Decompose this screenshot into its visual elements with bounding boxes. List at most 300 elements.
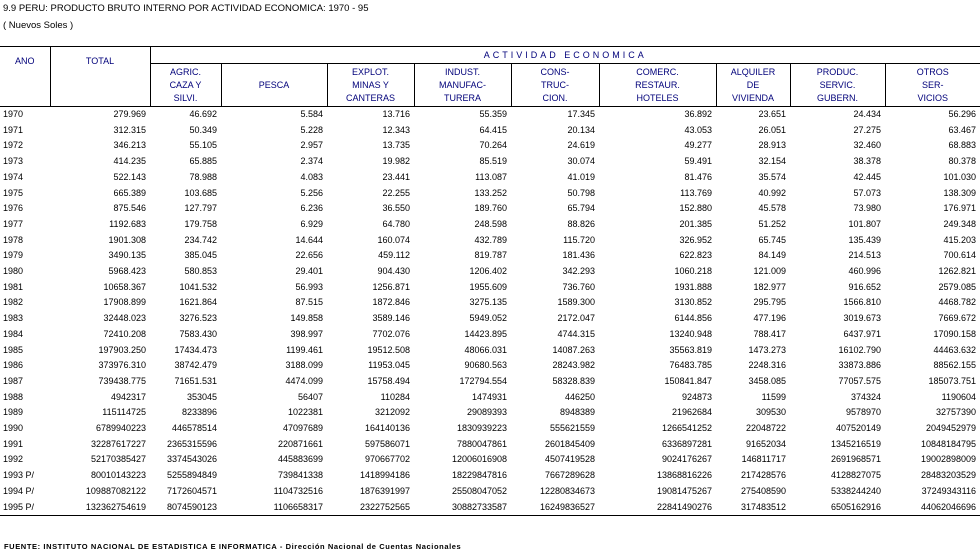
value-cell: 12006016908 — [451, 454, 507, 465]
value-cell: 275408590 — [740, 485, 786, 496]
table-row — [0, 107, 980, 123]
year-cell: 1991 — [3, 438, 24, 449]
value-cell: 1256.871 — [372, 281, 410, 292]
value-cell: 176.971 — [943, 203, 976, 214]
value-cell: 4468.782 — [938, 297, 976, 308]
value-cell: 101.030 — [943, 171, 976, 182]
value-cell: 1060.218 — [674, 266, 712, 277]
table-body — [0, 107, 980, 516]
header-line: CONS- — [540, 66, 570, 77]
value-cell: 85.519 — [479, 156, 507, 167]
value-cell: 1474931 — [471, 391, 507, 402]
value-cell: 38.378 — [853, 156, 881, 167]
value-cell: 80.378 — [948, 156, 976, 167]
header-line: TURERA — [443, 92, 481, 103]
value-cell: 220871661 — [277, 438, 323, 449]
value-cell: 22048722 — [745, 423, 786, 434]
header-line: VICIOS — [917, 92, 948, 103]
value-cell: 295.795 — [753, 297, 786, 308]
year-cell: 1988 — [3, 391, 24, 402]
value-cell: 81.476 — [684, 171, 712, 182]
table-row — [0, 452, 980, 468]
table-row — [0, 280, 980, 296]
value-cell: 875.546 — [113, 203, 146, 214]
value-cell: 43.053 — [684, 124, 712, 135]
value-cell: 149.858 — [290, 313, 323, 324]
year-cell: 1982 — [3, 297, 24, 308]
value-cell: 35.574 — [758, 171, 786, 182]
value-cell: 10848184795 — [920, 438, 976, 449]
header-total: TOTAL — [50, 47, 150, 107]
value-cell: 29.401 — [295, 266, 323, 277]
table-row — [0, 248, 980, 264]
value-cell: 1931.888 — [674, 281, 712, 292]
value-cell: 87.515 — [295, 297, 323, 308]
table-row — [0, 327, 980, 343]
header-line: SER- — [921, 79, 944, 90]
value-cell: 374324 — [850, 391, 881, 402]
value-cell: 68.883 — [948, 140, 976, 151]
value-cell: 45.578 — [758, 203, 786, 214]
value-cell: 150841.847 — [664, 375, 712, 386]
value-cell: 46.692 — [189, 109, 217, 119]
value-cell: 11599 — [761, 391, 786, 402]
value-cell: 182.977 — [753, 281, 786, 292]
value-cell: 373976.310 — [98, 360, 146, 371]
year-cell: 1995 P/ — [0, 500, 50, 516]
value-cell: 23.441 — [382, 171, 410, 182]
value-cell: 32757390 — [935, 407, 976, 418]
value-cell: 312.315 — [113, 124, 146, 135]
table-row — [0, 295, 980, 311]
value-cell: 1566.810 — [843, 297, 881, 308]
value-cell: 279.969 — [113, 109, 146, 119]
value-cell: 77057.575 — [838, 375, 881, 386]
header-line: AGRIC. — [169, 66, 201, 77]
value-cell: 1830939223 — [456, 423, 507, 434]
value-cell: 7667289628 — [544, 470, 595, 481]
value-cell: 432.789 — [474, 234, 507, 245]
value-cell: 91652034 — [745, 438, 786, 449]
header-line: MANUFAC- — [439, 79, 486, 90]
value-cell: 13868816226 — [656, 470, 712, 481]
value-cell: 924873 — [681, 391, 712, 402]
value-cell: 181.436 — [562, 250, 595, 261]
value-cell: 1876391997 — [359, 485, 410, 496]
value-cell: 1106658317 — [221, 500, 327, 516]
value-cell: 13240.948 — [669, 328, 712, 339]
value-cell: 1621.864 — [179, 297, 217, 308]
value-cell: 115.720 — [563, 234, 595, 245]
header-line: MINAS Y — [352, 79, 389, 90]
value-cell: 522.143 — [113, 171, 146, 182]
header-line: SILVI. — [173, 92, 198, 103]
value-cell: 121.009 — [753, 266, 786, 277]
table-row — [0, 201, 980, 217]
value-cell: 415.203 — [943, 234, 976, 245]
value-cell: 32.460 — [853, 140, 881, 151]
table-row — [0, 186, 980, 202]
value-cell: 26.051 — [758, 124, 786, 135]
table-row — [0, 500, 980, 516]
value-cell: 459.112 — [378, 250, 410, 261]
value-cell: 56.993 — [295, 281, 323, 292]
header-line: COMERC. — [636, 66, 679, 77]
value-cell: 1955.609 — [469, 281, 507, 292]
value-cell: 103.685 — [184, 187, 217, 198]
header-industria — [414, 64, 511, 107]
value-cell: 916.652 — [848, 281, 881, 292]
value-cell: 18229847816 — [451, 470, 507, 481]
table-title: 9.9 PERU: PRODUCTO BRUTO INTERNO POR ACTIVIDAD ECONOMICA: 1970 - 95 — [3, 3, 369, 14]
value-cell: 17.345 — [567, 109, 595, 119]
value-cell: 47097689 — [282, 423, 323, 434]
header-mineria — [327, 64, 414, 107]
value-cell: 13.716 — [382, 109, 410, 119]
header-actividad-economica: ACTIVIDAD ECONOMICA — [150, 47, 980, 64]
value-cell: 127.797 — [184, 203, 217, 214]
header-line: CION. — [542, 92, 568, 103]
value-cell: 460.996 — [848, 266, 881, 277]
value-cell: 2365315596 — [166, 438, 217, 449]
value-cell: 185073.751 — [928, 375, 976, 386]
value-cell: 33873.886 — [838, 360, 881, 371]
value-cell: 88.826 — [567, 218, 595, 229]
table-row — [0, 468, 980, 484]
value-cell: 14087.263 — [552, 344, 595, 355]
value-cell: 2691968571 — [830, 454, 881, 465]
value-cell: 35563.819 — [669, 344, 712, 355]
value-cell: 353045 — [186, 391, 217, 402]
value-cell: 49.277 — [684, 140, 712, 151]
table-row — [0, 233, 980, 249]
value-cell: 32448.023 — [103, 313, 146, 324]
value-cell: 11953.045 — [368, 360, 410, 371]
value-cell: 4.083 — [300, 171, 323, 182]
value-cell: 38742.479 — [174, 360, 217, 371]
value-cell: 5.256 — [300, 187, 323, 198]
table-row — [0, 405, 980, 421]
value-cell: 78.988 — [189, 171, 217, 182]
table-row — [0, 437, 980, 453]
year-cell: 1978 — [3, 234, 24, 245]
value-cell: 3275.135 — [469, 297, 507, 308]
value-cell: 19512.508 — [367, 344, 410, 355]
value-cell: 16102.790 — [838, 344, 881, 355]
value-cell: 3130.852 — [674, 297, 712, 308]
header-pesca — [221, 64, 327, 107]
value-cell: 1589.300 — [557, 297, 595, 308]
value-cell: 6437.971 — [843, 328, 881, 339]
value-cell: 36.550 — [382, 203, 410, 214]
year-cell: 1994 P/ — [3, 485, 35, 496]
value-cell: 6336897281 — [661, 438, 712, 449]
year-cell: 1977 — [3, 218, 24, 229]
value-cell: 52170385427 — [90, 454, 146, 465]
value-cell: 1418994186 — [359, 470, 410, 481]
value-cell: 217428576 — [740, 470, 786, 481]
value-cell: 5949.052 — [469, 313, 507, 324]
value-cell: 3589.146 — [372, 313, 410, 324]
value-cell: 8074590123 — [150, 500, 221, 516]
table-row — [0, 154, 980, 170]
value-cell: 622.823 — [679, 250, 712, 261]
value-cell: 40.992 — [758, 187, 786, 198]
value-cell: 65.885 — [189, 156, 217, 167]
value-cell: 189.760 — [474, 203, 507, 214]
value-cell: 57.073 — [853, 187, 881, 198]
value-cell: 5968.423 — [108, 266, 146, 277]
value-cell: 736.760 — [562, 281, 595, 292]
header-line: EXPLOT. — [351, 66, 389, 77]
value-cell: 14.644 — [295, 234, 323, 245]
value-cell: 22841490276 — [599, 500, 716, 516]
value-cell: 346.213 — [113, 140, 146, 151]
table-row — [0, 421, 980, 437]
value-cell: 4128827075 — [830, 470, 881, 481]
value-cell: 414.235 — [113, 156, 146, 167]
value-cell: 30882733587 — [414, 500, 511, 516]
value-cell: 1190604 — [941, 391, 976, 402]
header-line: PRODUC. — [816, 66, 859, 77]
value-cell: 88562.155 — [933, 360, 976, 371]
value-cell: 133.252 — [474, 187, 507, 198]
value-cell: 58328.839 — [552, 375, 595, 386]
value-cell: 25508047052 — [451, 485, 507, 496]
value-cell: 1872.846 — [372, 297, 410, 308]
value-cell: 446250 — [564, 391, 595, 402]
table-row — [0, 390, 980, 406]
value-cell: 970667702 — [364, 454, 410, 465]
value-cell: 665.389 — [113, 187, 146, 198]
year-cell: 1971 — [3, 124, 24, 135]
value-cell: 109887082122 — [85, 485, 146, 496]
header-line: DE — [746, 79, 760, 90]
value-cell: 64.415 — [479, 124, 507, 135]
value-cell: 27.275 — [853, 124, 881, 135]
table-row — [0, 138, 980, 154]
value-cell: 19.982 — [382, 156, 410, 167]
value-cell: 13.735 — [382, 140, 410, 151]
value-cell: 64.780 — [382, 218, 410, 229]
year-cell: 1983 — [3, 313, 24, 324]
value-cell: 788.417 — [753, 328, 786, 339]
value-cell: 17434.473 — [174, 344, 217, 355]
value-cell: 29089393 — [466, 407, 507, 418]
value-cell: 101.807 — [848, 218, 881, 229]
value-cell: 152.880 — [679, 203, 712, 214]
value-cell: 22.656 — [295, 250, 323, 261]
value-cell: 214.513 — [848, 250, 881, 261]
value-cell: 317483512 — [716, 500, 790, 516]
value-cell: 15758.494 — [367, 375, 410, 386]
value-cell: 407520149 — [835, 423, 881, 434]
value-cell: 2248.316 — [748, 360, 786, 371]
value-cell: 309530 — [755, 407, 786, 418]
value-cell: 113.087 — [475, 171, 507, 182]
value-cell: 4474.099 — [285, 375, 323, 386]
value-cell: 37249343116 — [921, 485, 976, 496]
value-cell: 32.154 — [758, 156, 786, 167]
value-cell: 819.787 — [474, 250, 507, 261]
value-cell: 1206.402 — [469, 266, 507, 277]
value-cell: 16249836527 — [511, 500, 599, 516]
value-cell: 50.798 — [567, 187, 595, 198]
value-cell: 6.236 — [300, 203, 323, 214]
value-cell: 72410.208 — [103, 328, 146, 339]
value-cell: 201.385 — [679, 218, 712, 229]
value-cell: 179.758 — [184, 218, 217, 229]
value-cell: 36.892 — [684, 109, 712, 119]
value-cell: 56407 — [297, 391, 323, 402]
value-cell: 8948389 — [559, 407, 595, 418]
value-cell: 55.359 — [479, 109, 507, 119]
value-cell: 41.019 — [567, 171, 595, 182]
table-row — [0, 264, 980, 280]
value-cell: 146811717 — [741, 454, 786, 465]
value-cell: 10658.367 — [103, 281, 146, 292]
value-cell: 2601845409 — [544, 438, 595, 449]
value-cell: 3490.135 — [108, 250, 146, 261]
header-alquiler — [716, 64, 790, 107]
value-cell: 28.913 — [758, 140, 786, 151]
header-line: RESTAUR. — [635, 79, 680, 90]
value-cell: 5.584 — [300, 109, 323, 119]
value-cell: 160.074 — [377, 234, 410, 245]
value-cell: 6144.856 — [674, 313, 712, 324]
year-cell: 1973 — [3, 156, 24, 167]
value-cell: 249.348 — [943, 218, 976, 229]
value-cell: 5255894849 — [166, 470, 217, 481]
value-cell: 2172.047 — [557, 313, 595, 324]
value-cell: 197903.250 — [98, 344, 146, 355]
year-cell: 1974 — [3, 171, 24, 182]
year-cell: 1993 P/ — [3, 470, 35, 481]
header-agric — [150, 64, 221, 107]
value-cell: 23.651 — [758, 109, 786, 119]
value-cell: 51.252 — [758, 218, 786, 229]
value-cell: 234.742 — [184, 234, 217, 245]
value-cell: 76483.785 — [669, 360, 712, 371]
value-cell: 1192.683 — [109, 218, 146, 229]
value-cell: 115114725 — [102, 407, 146, 418]
value-cell: 30.074 — [567, 156, 595, 167]
year-cell: 1981 — [3, 281, 24, 292]
year-cell: 1985 — [3, 344, 24, 355]
year-cell: 1984 — [3, 328, 24, 339]
year-cell: 1990 — [3, 423, 24, 434]
value-cell: 19002898009 — [920, 454, 976, 465]
value-cell: 28483203529 — [920, 470, 976, 481]
value-cell: 71651.531 — [174, 375, 217, 386]
year-cell: 1970 — [3, 109, 24, 119]
value-cell: 739438.775 — [98, 375, 146, 386]
table-row — [0, 358, 980, 374]
value-cell: 48066.031 — [464, 344, 507, 355]
table-row — [0, 311, 980, 327]
value-cell: 326.952 — [679, 234, 712, 245]
value-cell: 2579.085 — [938, 281, 976, 292]
table-row — [0, 484, 980, 500]
value-cell: 446578514 — [171, 423, 217, 434]
value-cell: 55.105 — [189, 140, 217, 151]
value-cell: 7669.672 — [938, 313, 976, 324]
value-cell: 56.296 — [948, 109, 976, 119]
value-cell: 555621559 — [549, 423, 595, 434]
header-otros — [885, 64, 980, 107]
value-cell: 2.374 — [300, 156, 323, 167]
value-cell: 110284 — [380, 391, 410, 402]
value-cell: 3276.523 — [179, 313, 217, 324]
value-cell: 172794.554 — [459, 375, 507, 386]
header-line: PESCA — [258, 79, 290, 90]
value-cell: 113.769 — [680, 187, 712, 198]
value-cell: 3188.099 — [285, 360, 323, 371]
value-cell: 3374543026 — [166, 454, 217, 465]
value-cell: 1345216519 — [830, 438, 881, 449]
value-cell: 580.853 — [184, 266, 217, 277]
value-cell: 80010143223 — [90, 470, 146, 481]
year-cell: 1979 — [3, 250, 24, 261]
header-construccion — [511, 64, 599, 107]
value-cell: 3458.085 — [748, 375, 786, 386]
value-cell: 59.491 — [684, 156, 712, 167]
value-cell: 739841338 — [277, 470, 323, 481]
year-cell: 1989 — [3, 407, 24, 418]
value-cell: 477.196 — [753, 313, 786, 324]
value-cell: 9578970 — [845, 407, 881, 418]
value-cell: 7583.430 — [179, 328, 217, 339]
value-cell: 8233896 — [181, 407, 217, 418]
value-cell: 398.997 — [290, 328, 323, 339]
value-cell: 132362754619 — [50, 500, 150, 516]
value-cell: 4942317 — [110, 391, 146, 402]
header-line: SERVIC. — [819, 79, 856, 90]
value-cell: 5.228 — [300, 124, 323, 135]
value-cell: 4507419528 — [544, 454, 595, 465]
value-cell: 65.794 — [567, 203, 595, 214]
value-cell: 20.134 — [567, 124, 595, 135]
value-cell: 385.045 — [184, 250, 217, 261]
value-cell: 6789940223 — [95, 423, 146, 434]
value-cell: 248.598 — [474, 218, 507, 229]
value-cell: 17908.899 — [103, 297, 146, 308]
value-cell: 9024176267 — [661, 454, 712, 465]
value-cell: 138.309 — [943, 187, 976, 198]
value-cell: 44062046696 — [885, 500, 980, 516]
header-line: OTROS — [916, 66, 949, 77]
header-line: GUBERN. — [816, 92, 858, 103]
value-cell: 597586071 — [364, 438, 410, 449]
value-cell: 90680.563 — [464, 360, 507, 371]
value-cell: 70.264 — [479, 140, 507, 151]
value-cell: 2049452979 — [925, 423, 976, 434]
header-line: VIVIENDA — [731, 92, 774, 103]
value-cell: 17090.158 — [933, 328, 976, 339]
header-gobierno — [790, 64, 885, 107]
value-cell: 1022381 — [287, 407, 323, 418]
header-row-top — [0, 47, 980, 64]
value-cell: 19081475267 — [656, 485, 712, 496]
year-cell: 1976 — [3, 203, 24, 214]
value-cell: 24.619 — [567, 140, 595, 151]
value-cell: 445883699 — [277, 454, 323, 465]
table-row — [0, 217, 980, 233]
source-note: FUENTE: INSTITUTO NACIONAL DE ESTADISTICA E INFORMATICA - Dirección Nacional de Cuentas Nacionales — [4, 542, 462, 551]
value-cell: 1041.532 — [179, 281, 217, 292]
value-cell: 7702.076 — [372, 328, 410, 339]
value-cell: 42.445 — [853, 171, 881, 182]
